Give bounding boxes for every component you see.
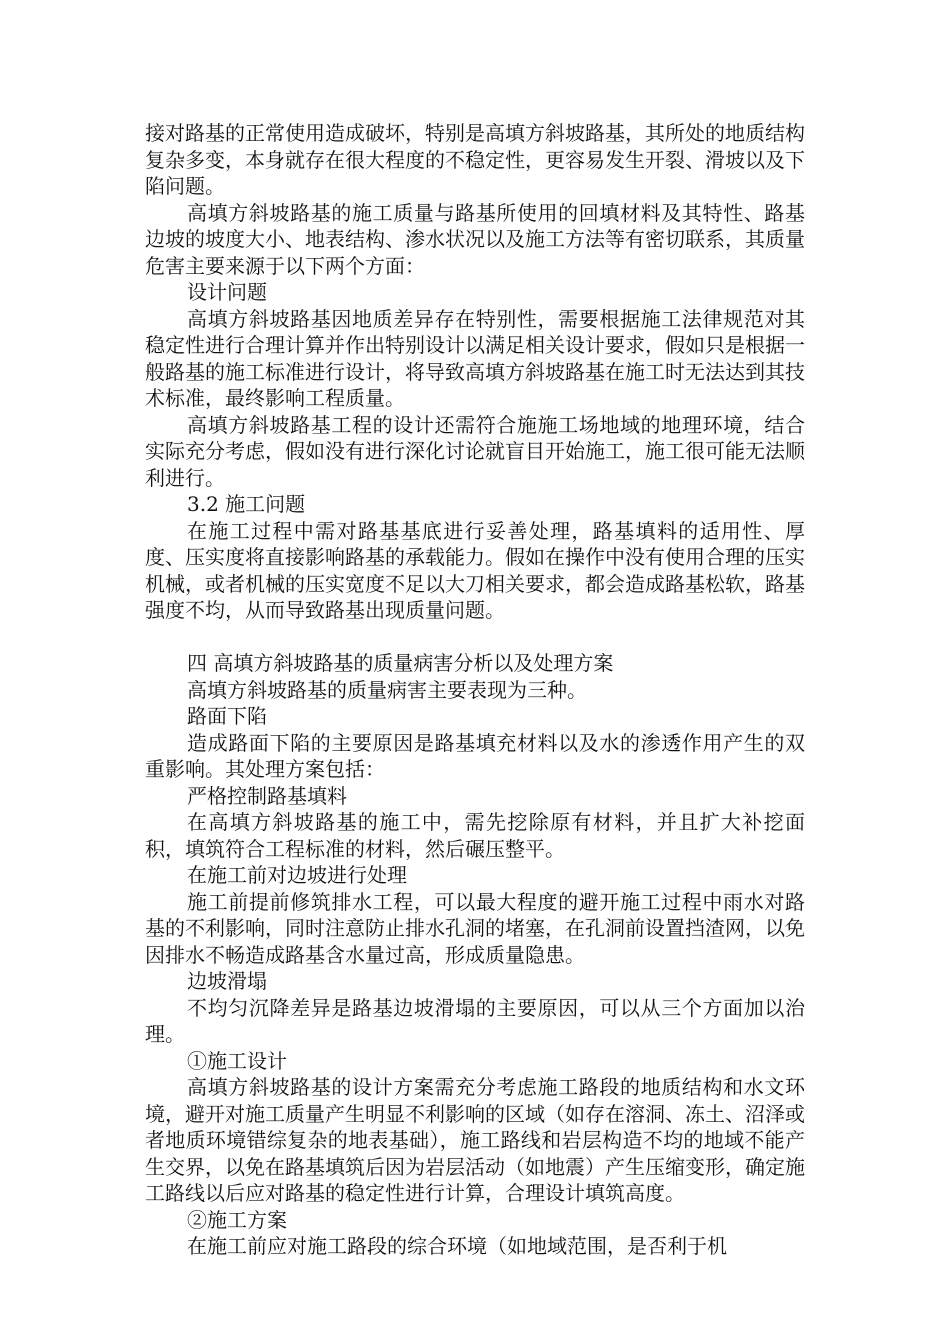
paragraph: 高填方斜坡路基的施工质量与路基所使用的回填材料及其特性、路基边坡的坡度大小、地表结构、渗水状况以及施工方法等有密切联系，其质量危害主要来源于以下两个方面： [145,200,805,278]
section-heading: 路面下陷 [187,704,267,728]
chapter-heading: 四 高填方斜坡路基的质量病害分析以及处理方案 [187,651,614,675]
paragraph: 接对路基的正常使用造成破坏，特别是高填方斜坡路基，其所处的地质结构复杂多变，本身就存在很大程度的不稳定性，更容易发生开裂、滑坡以及下陷问题。 [145,121,805,198]
paragraph: 在施工前应对施工路段的综合环境（如地域范围，是否利于机 [187,1234,727,1258]
section-heading: 边坡滑塌 [187,969,267,993]
section-heading: 严格控制路基填料 [187,783,347,808]
section-heading: ①施工设计 [187,1048,287,1073]
paragraph: 高填方斜坡路基工程的设计还需符合施施工场地域的地理环境，结合实际充分考虑，假如没有进行深化讨论就盲目开始施工，施工很可能无法顺利进行。 [145,412,805,490]
paragraph: 不均匀沉降差异是路基边坡滑塌的主要原因，可以从三个方面加以治理。 [145,995,805,1046]
blank-line [145,624,805,651]
section-heading: 在施工前对边坡进行处理 [187,863,407,887]
document-body [145,120,805,1260]
paragraph: 高填方斜坡路基的设计方案需充分考虑施工路段的地质结构和水文环境，避开对施工质量产生明显不利影响的区域（如存在溶洞、冻土、沼泽或者地质环境错综复杂的地表基础），施工路线和岩层构造不均的地域不能产生交界，以免在路基填筑后因为岩层活动（如地震）产生压缩变形，确定施工路线以后应对路基的稳定性进行计算，合理设计填筑高度。 [145,1075,805,1205]
paragraph: 在施工过程中需对路基基底进行妥善处理，路基填料的适用性、厚度、压实度将直接影响路基的承载能力。假如在操作中没有使用合理的压实机械，或者机械的压实宽度不足以大刀相关要求，都会造成路基松软，路基强度不均，从而导致路基出现质量问题。 [145,518,805,622]
section-heading: 3.2 施工问题 [187,492,306,516]
paragraph: 施工前提前修筑排水工程，可以最大程度的避开施工过程中雨水对路基的不利影响，同时注意防止排水孔洞的堵塞，在孔洞前设置挡渣网，以免因排水不畅造成路基含水量过高，形成质量隐患。 [145,889,805,967]
section-heading: ②施工方案 [187,1207,287,1232]
section-heading: 设计问题 [187,280,267,304]
paragraph: 高填方斜坡路基因地质差异存在特别性，需要根据施工法律规范对其稳定性进行合理计算并作出特别设计以满足相关设计要求，假如只是根据一般路基的施工标准进行设计，将导致高填方斜坡路基在施工时无法达到其技术标准，最终影响工程质量。 [145,306,805,410]
paragraph: 在高填方斜坡路基的施工中，需先挖除原有材料，并且扩大补挖面积，填筑符合工程标准的材料，然后碾压整平。 [145,810,805,861]
paragraph: 造成路面下陷的主要原因是路基填充材料以及水的渗透作用产生的双重影响。其处理方案包括： [145,730,805,781]
paragraph: 高填方斜坡路基的质量病害主要表现为三种。 [187,677,587,702]
